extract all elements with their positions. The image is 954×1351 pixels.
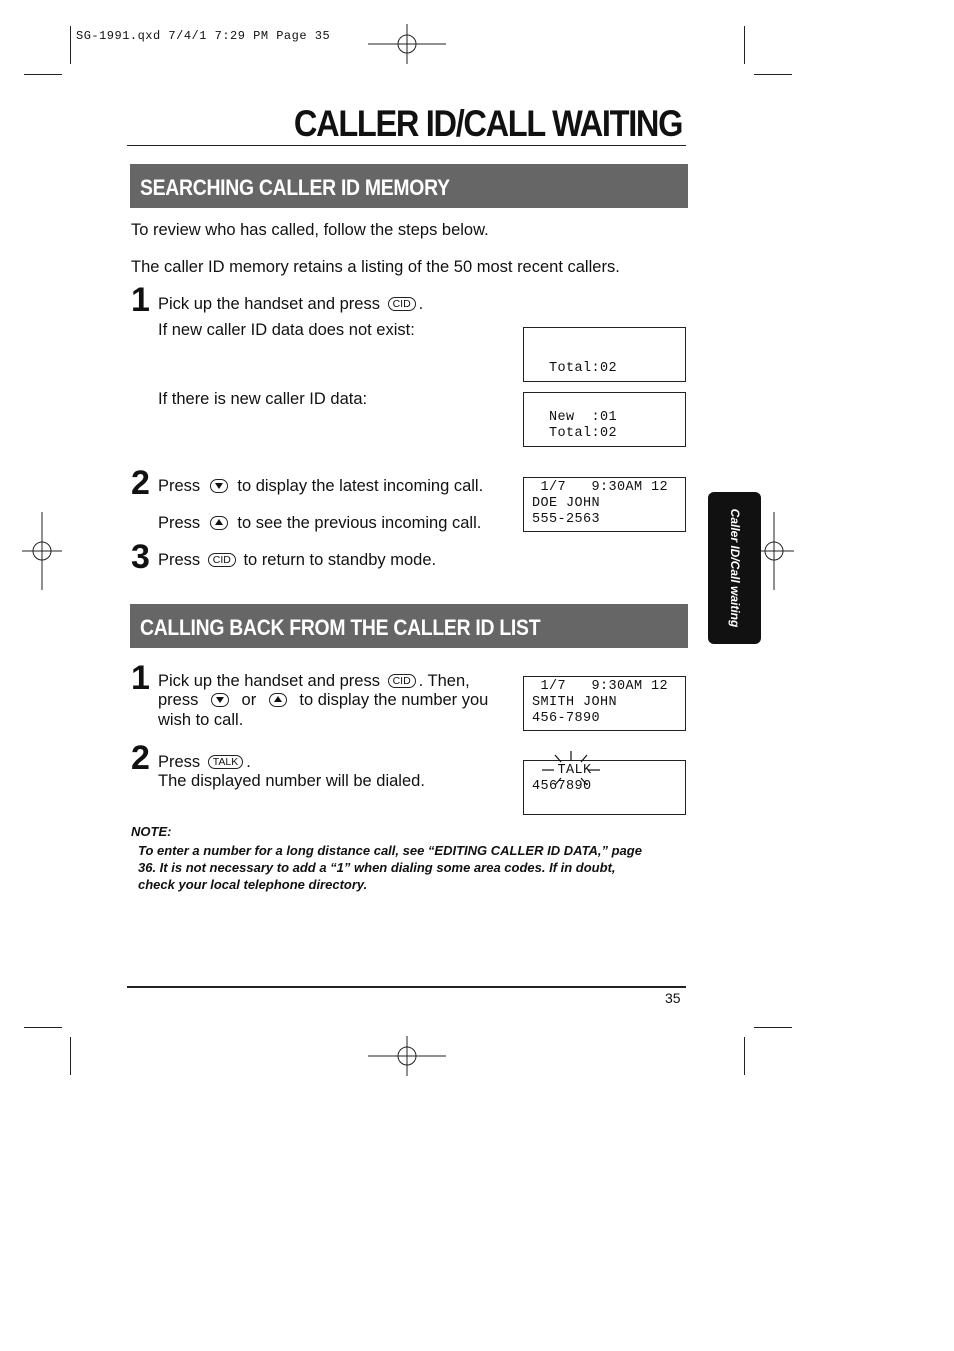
step-text-part: Press — [158, 551, 201, 569]
section-heading-text: SEARCHING CALLER ID MEMORY — [140, 175, 450, 200]
cid-key-icon: CID — [388, 297, 416, 311]
lcd-line: TALK — [532, 763, 592, 778]
crop-mark — [744, 26, 745, 64]
page-title: CALLER ID/CALL WAITING — [293, 103, 682, 144]
lcd-line: Total:02 — [532, 361, 618, 376]
intro-text: The caller ID memory retains a listing of the 50 most recent callers. — [131, 258, 620, 276]
step-text — [158, 514, 481, 533]
registration-mark-icon — [368, 24, 446, 64]
crop-mark — [24, 1027, 62, 1028]
cid-key-icon: CID — [208, 553, 236, 567]
side-tab-label: Caller ID/Call waiting — [727, 508, 742, 628]
section-heading-calling-back — [130, 604, 688, 648]
lcd-display — [523, 327, 686, 382]
step-text — [158, 672, 470, 691]
step-text-part: Press — [158, 753, 201, 771]
step-number: 2 — [131, 739, 150, 777]
step-text: wish to call. — [158, 711, 244, 729]
file-slug: SG-1991.qxd 7/4/1 7:29 PM Page 35 — [76, 29, 331, 43]
lcd-line: 1/7 9:30AM 12 — [532, 480, 669, 495]
step-text: If there is new caller ID data: — [158, 390, 368, 408]
step-text — [158, 295, 423, 314]
lcd-line: 4567890 — [532, 779, 592, 794]
step-text-part: to return to standby mode. — [243, 551, 437, 569]
step-text — [158, 691, 488, 710]
lcd-line: New :01 — [532, 410, 618, 425]
step-text-part: Pick up the handset and press — [158, 672, 380, 690]
step-text: If new caller ID data does not exist: — [158, 321, 415, 339]
step-text: The displayed number will be dialed. — [158, 772, 425, 790]
step-number: 2 — [131, 464, 150, 502]
lcd-line: DOE JOHN — [532, 496, 601, 511]
cid-key-icon: CID — [388, 674, 416, 688]
step-text-part: to display the number you — [299, 691, 489, 709]
lcd-display — [523, 760, 686, 815]
lcd-line: Total:02 — [532, 426, 618, 441]
section-heading-text: CALLING BACK FROM THE CALLER ID LIST — [140, 615, 541, 640]
talk-key-icon: TALK — [208, 755, 243, 769]
step-text-part: press — [158, 691, 199, 709]
up-arrow-key-icon — [210, 516, 228, 530]
page-number: 35 — [665, 990, 681, 1006]
crop-mark — [24, 74, 62, 75]
step-text-part: to see the previous incoming call. — [237, 514, 482, 532]
lcd-display — [523, 477, 686, 532]
step-text-part: . — [246, 753, 251, 771]
note-heading: NOTE: — [131, 824, 172, 839]
step-text — [158, 753, 251, 772]
lcd-line: 456-7890 — [532, 711, 601, 726]
registration-mark-icon — [22, 512, 62, 590]
down-arrow-key-icon — [210, 479, 228, 493]
step-text — [158, 551, 436, 570]
crop-mark — [744, 1037, 745, 1075]
crop-mark — [754, 1027, 792, 1028]
step-text-part: . — [418, 295, 424, 313]
step-text-part: Press — [158, 477, 201, 495]
step-text — [158, 477, 483, 496]
crop-mark — [70, 1037, 71, 1075]
section-heading-searching — [130, 164, 688, 208]
step-number: 3 — [131, 538, 150, 576]
lcd-line: 555-2563 — [532, 512, 601, 527]
chapter-side-tab — [708, 492, 761, 644]
crop-mark — [754, 74, 792, 75]
lcd-display — [523, 676, 686, 731]
down-arrow-key-icon — [211, 693, 229, 707]
note-text — [138, 842, 698, 893]
registration-mark-icon — [368, 1036, 446, 1076]
crop-mark — [70, 26, 71, 64]
lcd-line: 1/7 9:30AM 12 — [532, 679, 669, 694]
footer-rule — [127, 986, 686, 988]
step-text-part: or — [241, 691, 257, 709]
up-arrow-key-icon — [269, 693, 287, 707]
step-text-part: Pick up the handset and press — [158, 295, 380, 313]
note-line: To enter a number for a long distance call, see “EDITING CALLER ID DATA,” page — [138, 843, 642, 858]
lcd-line: SMITH JOHN — [532, 695, 618, 710]
step-text-part: Press — [158, 514, 201, 532]
note-line: check your local telephone directory. — [138, 877, 368, 892]
step-number: 1 — [131, 281, 150, 319]
lcd-display — [523, 392, 686, 447]
step-text-part: . Then, — [418, 672, 470, 690]
note-line: 36. It is not necessary to add a “1” when dialing some area codes. If in doubt, — [138, 860, 616, 875]
step-number: 1 — [131, 659, 150, 697]
step-text-part: to display the latest incoming call. — [237, 477, 484, 495]
title-rule — [127, 145, 686, 146]
intro-text: To review who has called, follow the steps below. — [131, 221, 489, 239]
